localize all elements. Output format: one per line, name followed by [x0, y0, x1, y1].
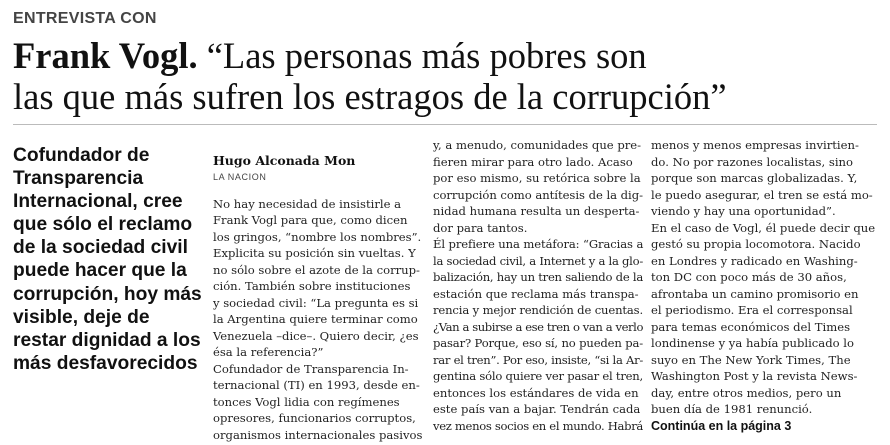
article-line: ¿Van a subirse a ese tren o van a verlo — [433, 319, 643, 334]
article-line: el periodismo. Era el corresponsal — [651, 303, 853, 317]
column-2-text — [433, 137, 643, 434]
article-line: buen día de 1981 renunció. — [651, 402, 813, 416]
continued-on-page-link[interactable]: Continúa en la página 3 — [651, 418, 792, 433]
article-line: gestó su propia locomotora. Nacido — [651, 237, 861, 251]
article-line: porque son marcas globalizadas. Y, — [651, 171, 858, 185]
article-column-1 — [213, 153, 423, 443]
section-kicker: ENTREVISTA CON — [13, 10, 157, 27]
article-line: londinense y ya había publicado lo — [651, 336, 854, 350]
article-line: organismos internacionales pasivos — [213, 427, 423, 442]
article-line: do. No por razones localistas, sino — [651, 154, 853, 169]
headline-name: Frank Vogl. — [13, 35, 198, 76]
article-line: estación que reclama más transpa- — [433, 286, 639, 301]
article-line: la sociedad civil, a Internet y a la glo- — [433, 253, 643, 268]
article-line: entonces los estándares de vida en — [433, 385, 639, 400]
article-line: opresores, funcionarios corruptos, — [213, 411, 416, 425]
article-line: En el caso de Vogl, él puede decir que — [651, 220, 876, 235]
article-line: No hay necesidad de insistirle a — [213, 196, 402, 211]
article-column-3 — [651, 137, 879, 435]
article-line: day, entre otros medios, pero un — [651, 385, 842, 400]
article-line: Cofundador de Transparencia In- — [213, 361, 409, 376]
article-line: afrontaba un camino promisorio en — [651, 286, 859, 301]
article-line: gentina sólo quiere ver pasar el tren, — [433, 369, 644, 383]
article-line: dor para tantos. — [433, 220, 528, 235]
article-line: Él prefiere una metáfora: “Gracias a — [433, 237, 644, 251]
article-line: suyo en The New York Times, The — [651, 352, 851, 367]
column-1-text — [213, 196, 423, 444]
article-line: no sólo sobre el azote de la corrup- — [213, 262, 420, 277]
article-line: ternacional (TI) en 1993, desde en- — [213, 378, 420, 392]
article-line: viendo y hay una oportunidad”. — [651, 204, 836, 218]
headline-quote-line2: las que más sufren los estragos de la corrupción” — [13, 76, 727, 117]
article-line: la Argentina quiere terminar como — [213, 312, 418, 326]
article-line: los gringos, “nombre los nombres”. — [213, 229, 422, 244]
article-line: por eso mismo, su retórica sobre la — [433, 171, 641, 185]
article-line: Venezuela –dice–. Quiero decir, ¿es — [213, 328, 419, 343]
article-line: ésa la referencia?” — [213, 345, 324, 359]
article-column-2 — [433, 137, 643, 434]
article-line: nidad humana resulta un desperta- — [433, 204, 640, 218]
column-3-text — [651, 137, 879, 418]
article-line: este país van a bajar. Tendrán cada — [433, 402, 641, 416]
article-line: ton DC con poco más de 30 años, — [651, 270, 847, 284]
article-line: y, a menudo, comunidades que pre- — [433, 138, 642, 152]
article-line: para temas económicos del Times — [651, 319, 851, 334]
article-line: en Londres y radicado en Washing- — [651, 253, 858, 268]
article-line: balización, hay un tren saliendo de la — [433, 270, 643, 284]
article-line: corrupción como antítesis de la dig- — [433, 187, 643, 202]
article-line: rencia y mejor rendición de cuentas. — [433, 303, 643, 317]
article-line: Frank Vogl para que, como dicen — [213, 213, 408, 227]
headline — [13, 35, 883, 117]
article-line: ción. También sobre instituciones — [213, 279, 411, 293]
article-line: rar el tren”. Por eso, insiste, “si la Ar- — [433, 352, 643, 367]
article-line: le puedo asegurar, el tren se está mo- — [651, 187, 873, 202]
article-line: fieren mirar para otro lado. Acaso — [433, 154, 633, 169]
article-line: Washington Post y la revista News- — [651, 369, 858, 383]
article-line: vez menos socios en el mundo. Habrá — [433, 418, 643, 433]
article-line: tonces Vogl lidia con regímenes — [213, 394, 400, 409]
headline-quote-line1: “Las personas más pobres son — [206, 35, 647, 76]
headline-divider — [13, 124, 877, 125]
deck-summary: Cofundador de Transparencia Internacional, cree que sólo el reclamo de la sociedad civil puede hacer que la corrupción, hoy más visible, deje de restar dignidad a los más desfavorecidos — [13, 145, 202, 374]
article-line: y sociedad civil: “La pregunta es si — [213, 295, 419, 310]
article-line: menos y menos empresas invirtien- — [651, 138, 859, 152]
article-line: Explicita su posición sin vueltas. Y — [213, 246, 416, 260]
byline-source: LA NACION — [213, 172, 267, 182]
article-line: pasar? Porque, eso sí, no pueden pa- — [433, 336, 643, 350]
byline-author: Hugo Alconada Mon — [213, 153, 356, 168]
